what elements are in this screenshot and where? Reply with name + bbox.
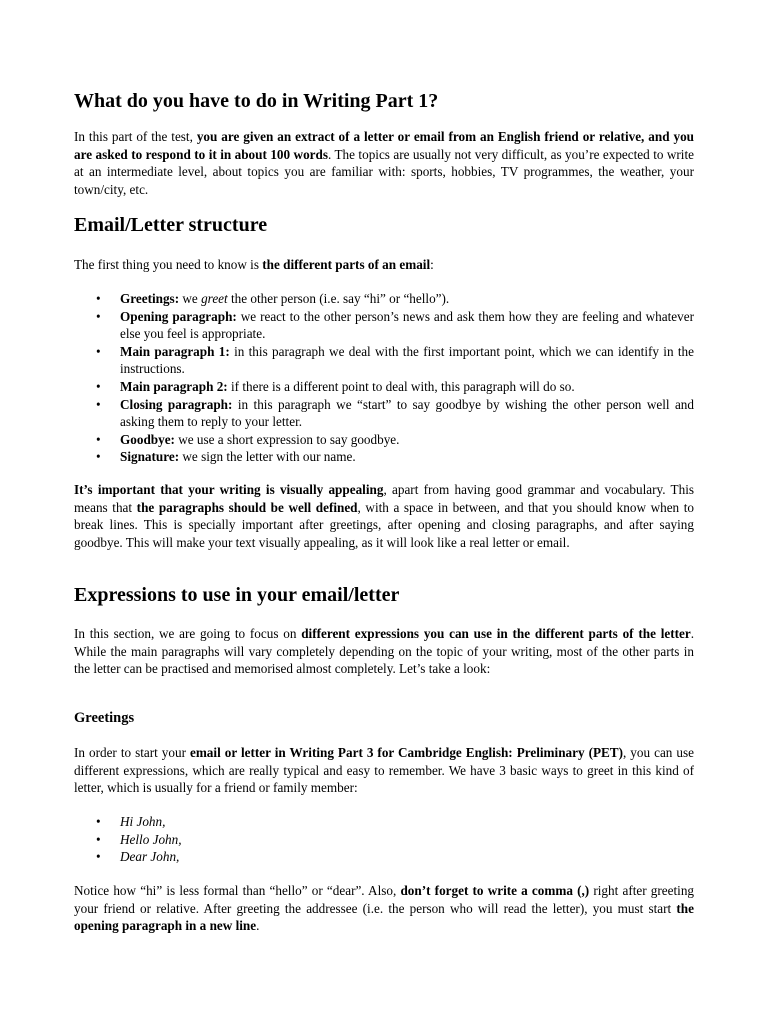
list-item: [74, 290, 694, 308]
list-item: [74, 813, 694, 831]
notice-text-2: right after greeting your friend or relative. After greeting the addressee (i.e. the person who will read the letter), you must start: [74, 883, 695, 916]
list-item-emphasis: greet: [201, 291, 228, 306]
greetings-intro-text-1: In order to start your: [74, 745, 190, 760]
structure-intro-bold: the different parts of an email: [262, 257, 431, 272]
bullet-icon: •: [96, 849, 101, 865]
bullet-icon: •: [96, 308, 101, 324]
notice-text-1: Notice how “hi” is less formal than “hello” or “dear”. Also,: [74, 883, 401, 898]
visual-paragraph: [74, 481, 694, 551]
parts-list: [74, 290, 694, 466]
page-title: What do you have to do in Writing Part 1?: [74, 90, 439, 112]
list-item: [74, 448, 694, 466]
notice-bold-1: don’t forget to write a comma (,): [400, 883, 590, 898]
list-item-text: we react to the other person’s news and ask them how they are feeling and whatever else you feel is appropriate.: [120, 308, 694, 342]
list-item: [74, 308, 694, 343]
bullet-icon: •: [96, 396, 101, 412]
bullet-icon: •: [96, 431, 101, 447]
notice-bold-2: the opening paragraph in a new line: [74, 900, 694, 934]
bullet-icon: •: [96, 831, 101, 847]
list-item: [74, 396, 694, 431]
expressions-intro-paragraph: [74, 625, 694, 678]
structure-intro-paragraph: [74, 256, 694, 274]
list-item: [74, 848, 694, 866]
list-item-label: Greetings:: [120, 291, 180, 306]
greeting-example: Hello John,: [120, 831, 182, 847]
list-item-label: Signature:: [120, 449, 180, 465]
greeting-example: Dear John,: [120, 849, 180, 865]
intro-text-1: In this part of the test,: [74, 129, 197, 144]
notice-paragraph: [74, 882, 694, 935]
list-item-text: if there is a different point to deal with, this paragraph will do so.: [227, 378, 575, 394]
greeting-examples-list: [74, 813, 694, 866]
list-item: [74, 431, 694, 449]
bullet-icon: •: [96, 449, 101, 465]
list-item-label: Goodbye:: [120, 431, 175, 447]
structure-heading: Email/Letter structure: [74, 214, 268, 236]
greetings-heading: Greetings: [74, 710, 135, 726]
list-item: [74, 831, 694, 849]
expressions-intro-text-1: In this section, we are going to focus on: [74, 626, 302, 641]
list-item-pre: we: [179, 291, 202, 306]
greetings-intro-paragraph: [74, 744, 694, 797]
visual-text-2: , with a space in between, and that you should know when to break lines. This is specially important after greetings, after opening and closing paragraphs, and after saying goodbye. This will make your text visually appealing, as it will look like a real letter or email.: [74, 499, 694, 550]
list-item-label: Main paragraph 1:: [120, 343, 230, 359]
structure-intro-text-1: The first thing you need to know is: [74, 257, 263, 272]
expressions-intro-text-2: . While the main paragraphs will vary completely depending on the topic of your writing, most of the other parts in the letter can be practised and memorised almost completely. Let’s take a look:: [74, 626, 694, 677]
notice-text-3: .: [256, 918, 260, 934]
greetings-intro-text-2: , you can use different expressions, which are really typical and easy to remember. We have 3 basic ways to greet in this kind of letter, which is usually for a friend or family member:: [74, 745, 694, 796]
expressions-heading: Expressions to use in your email/letter: [74, 584, 400, 606]
list-item-label: Opening paragraph:: [120, 308, 237, 324]
list-item-label: Main paragraph 2:: [120, 378, 228, 394]
intro-paragraph: [74, 128, 694, 198]
expressions-intro-bold: different expressions you can use in the different parts of the letter: [301, 626, 691, 641]
visual-bold-1: It’s important that your writing is visually appealing: [74, 482, 384, 497]
visual-bold-2: the paragraphs should be well defined: [136, 499, 358, 515]
list-item-text: we use a short expression to say goodbye.: [174, 431, 400, 447]
list-item: [74, 343, 694, 378]
bullet-icon: •: [96, 343, 101, 359]
greeting-example: Hi John,: [120, 814, 166, 829]
greetings-intro-bold: email or letter in Writing Part 3 for Cambridge English: Preliminary (PET): [189, 745, 623, 760]
list-item-text: we sign the letter with our name.: [179, 449, 356, 465]
list-item-text: in this paragraph we “start” to say goodbye by wishing the other person well and asking them to reply to your letter.: [120, 396, 694, 430]
bullet-icon: •: [96, 814, 101, 829]
intro-bold-1: you are given an extract of a letter or email from an English friend or relative, and you are asked to respond to it in about 100 words: [74, 129, 694, 162]
bullet-icon: •: [96, 378, 101, 394]
list-item-label: Closing paragraph:: [120, 396, 233, 412]
list-item: [74, 378, 694, 396]
visual-text-1: , apart from having good grammar and vocabulary. This means that: [74, 482, 694, 515]
list-item-text: the other person (i.e. say “hi” or “hello”).: [227, 291, 450, 306]
structure-intro-text-2: :: [430, 257, 434, 272]
intro-text-2: . The topics are usually not very difficult, as you’re expected to write at an intermediate level, about topics you are familiar with: sports, hobbies, TV programmes, the weather, your town/city, etc.: [74, 146, 694, 197]
list-item-text: in this paragraph we deal with the first important point, which we can identify in the instructions.: [120, 343, 694, 377]
bullet-icon: •: [96, 291, 101, 306]
